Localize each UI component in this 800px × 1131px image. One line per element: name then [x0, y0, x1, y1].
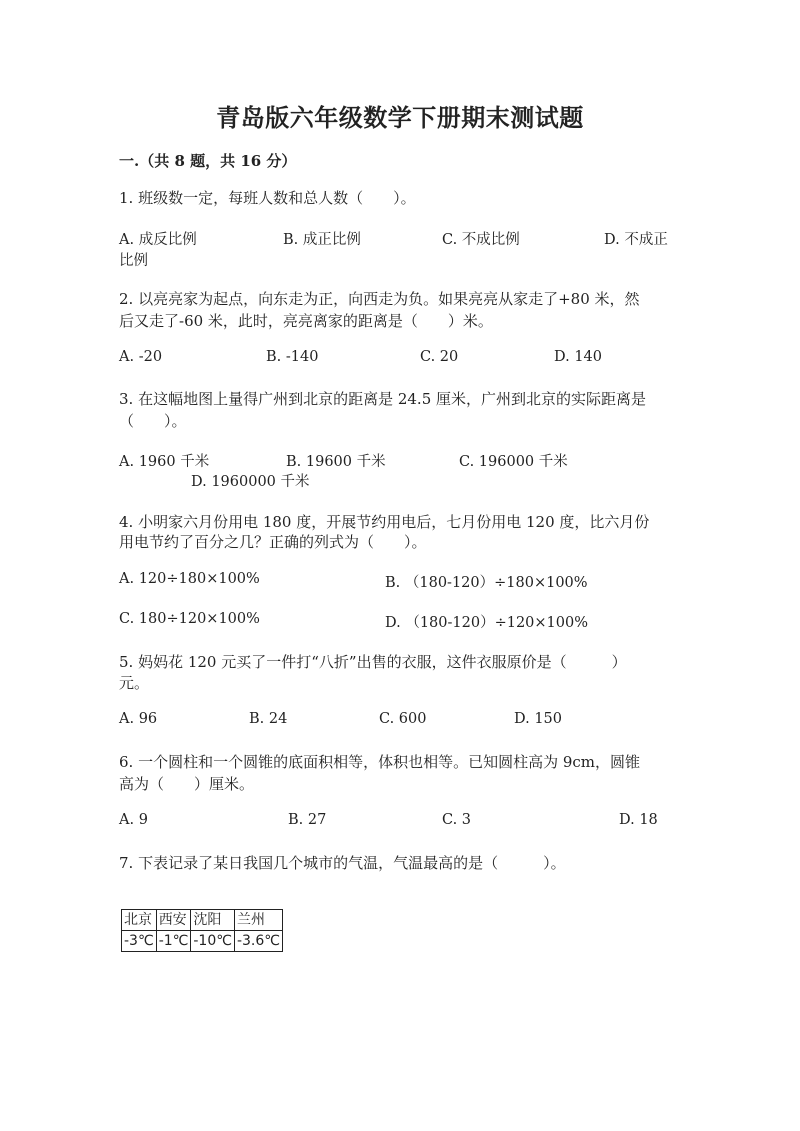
table-cell-city: 沈阳: [191, 910, 235, 931]
question-2-option-c: C. 20: [420, 349, 459, 365]
table-cell-city: 兰州: [234, 910, 282, 931]
question-4-text-line-1: 4. 小明家六月份用电 180 度，开展节约用电后，七月份用电 120 度，比六月份: [119, 513, 650, 531]
question-1-option-d-wrap: 比例: [119, 253, 148, 269]
question-7-text: 7. 下表记录了某日我国几个城市的气温，气温最高的是（ ）。: [119, 854, 566, 872]
question-3-text-line-2: （ ）。: [119, 412, 187, 430]
page-title: 青岛版六年级数学下册期末测试题: [216, 103, 584, 132]
question-4-option-a: A. 120÷180×100%: [119, 571, 260, 587]
question-2-text-line-2: 后又走了-60 米，此时，亮亮离家的距离是（ ）米。: [119, 312, 493, 330]
question-2-text-line-1: 2. 以亮亮家为起点，向东走为正，向西走为负。如果亮亮从家走了+80 米，然: [119, 290, 640, 308]
question-2-option-d: D. 140: [554, 349, 603, 365]
question-2-option-b: B. -140: [266, 349, 319, 365]
table-cell-temp: -10℃: [191, 931, 235, 952]
question-2-option-a: A. -20: [119, 349, 163, 365]
question-4-option-b: B. （180-120）÷180×100%: [385, 575, 588, 591]
table-row: [122, 910, 283, 931]
table-cell-temp: -1℃: [156, 931, 191, 952]
question-6-option-c: C. 3: [442, 812, 472, 828]
table-cell-city: 北京: [122, 910, 157, 931]
question-4-option-d: D. （180-120）÷120×100%: [385, 615, 589, 631]
city-temperature-table: [121, 909, 283, 952]
question-3-text-line-1: 3. 在这幅地图上量得广州到北京的距离是 24.5 厘米，广州到北京的实际距离是: [119, 390, 647, 408]
question-5-option-a: A. 96: [119, 711, 158, 727]
table-cell-temp: -3℃: [122, 931, 157, 952]
question-5-option-d: D. 150: [514, 711, 563, 727]
question-1-text: 1. 班级数一定，每班人数和总人数（ ）。: [119, 189, 416, 207]
question-4-option-c: C. 180÷120×100%: [119, 611, 260, 627]
table-cell-city: 西安: [156, 910, 191, 931]
question-3-option-d: D. 1960000 千米: [191, 474, 310, 490]
question-5-option-c: C. 600: [379, 711, 427, 727]
question-5-text-line-1: 5. 妈妈花 120 元买了一件打“八折”出售的衣服，这件衣服原价是（ ）: [119, 653, 627, 671]
question-3-option-b: B. 19600 千米: [286, 454, 386, 470]
question-1-option-a: A. 成反比例: [119, 232, 197, 248]
question-6-text-line-2: 高为（ ）厘米。: [119, 775, 255, 793]
question-4-text-line-2: 用电节约了百分之几？正确的列式为（ ）。: [119, 533, 427, 551]
question-5-text-line-2: 元。: [119, 674, 150, 692]
question-6-option-d: D. 18: [619, 812, 658, 828]
question-3-option-c: C. 196000 千米: [459, 454, 568, 470]
question-1-option-b: B. 成正比例: [283, 232, 361, 248]
table-row: [122, 931, 283, 952]
section-heading: 一.（共 8 题，共 16 分）: [119, 152, 297, 170]
question-6-text-line-1: 6. 一个圆柱和一个圆锥的底面积相等，体积也相等。已知圆柱高为 9cm，圆锥: [119, 753, 641, 771]
question-3-option-a: A. 1960 千米: [119, 454, 210, 470]
question-5-option-b: B. 24: [249, 711, 288, 727]
question-6-option-a: A. 9: [119, 812, 148, 828]
question-1-option-c: C. 不成比例: [442, 232, 520, 248]
question-1-option-d: D. 不成正: [604, 232, 668, 248]
question-6-option-b: B. 27: [288, 812, 327, 828]
table-cell-temp: -3.6℃: [234, 931, 282, 952]
